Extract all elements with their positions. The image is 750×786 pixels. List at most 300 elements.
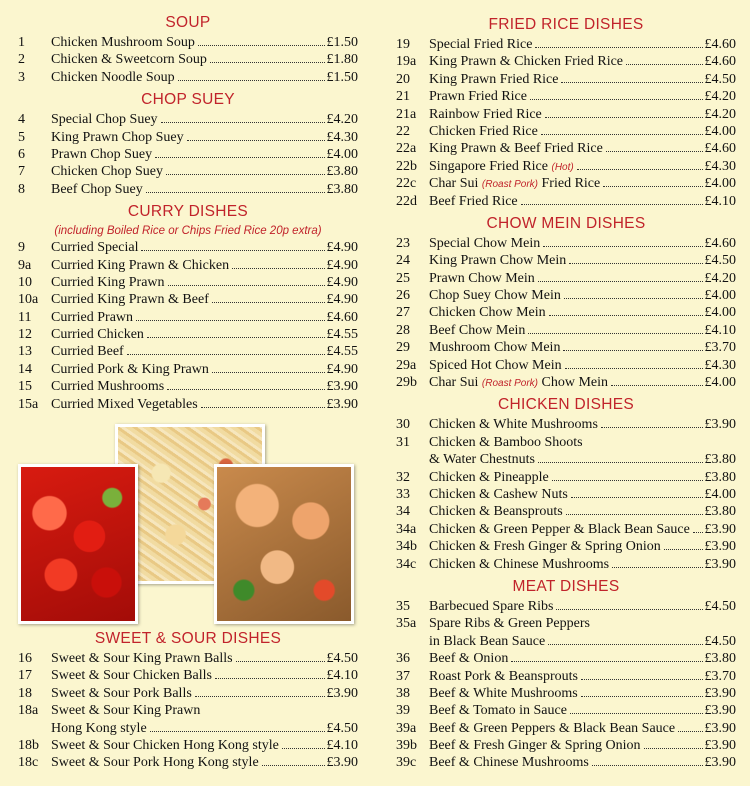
item-name-group: [429, 598, 553, 615]
menu-item: [396, 486, 736, 503]
item-name: Mushroom Chow Mein: [429, 340, 561, 356]
item-number: 1: [18, 35, 25, 50]
item-price: £4.20: [704, 89, 736, 105]
item-list: [396, 235, 736, 392]
item-name: Sweet & Sour King Prawn Balls: [51, 651, 233, 666]
dot-leader: [187, 140, 325, 141]
item-price: £4.90: [326, 240, 358, 256]
item-price: £4.20: [326, 112, 358, 128]
item-name: Rainbow Fried Rice: [429, 106, 542, 122]
item-name-group: [429, 252, 566, 269]
item-price: £4.00: [704, 486, 736, 502]
dot-leader: [612, 567, 702, 568]
item-price: £3.90: [704, 755, 736, 771]
item-number: 38: [396, 685, 410, 701]
item-name-group: [51, 309, 133, 326]
menu-item: [396, 503, 736, 520]
item-name: Curried Mixed Vegetables: [51, 396, 198, 412]
item-price: £4.10: [326, 668, 358, 684]
item-number: 13: [18, 344, 32, 360]
dot-leader: [236, 661, 325, 662]
menu-item: [18, 34, 358, 51]
item-list: [18, 34, 358, 86]
dot-leader: [565, 368, 703, 369]
section-soup: [18, 12, 358, 86]
menu-item: [18, 378, 358, 395]
menu-item: [396, 88, 736, 105]
menu-item: [18, 361, 358, 378]
item-price: £4.50: [704, 71, 736, 87]
item-name-group: [51, 239, 138, 256]
item-number: 28: [396, 322, 410, 338]
item-number: 23: [396, 235, 410, 251]
item-name: Special Chop Suey: [51, 112, 158, 128]
item-name: & Water Chestnuts: [429, 452, 535, 468]
item-name-group: [51, 396, 198, 413]
item-number: 18: [18, 685, 32, 701]
menu-item: [396, 668, 736, 685]
item-name: Chicken & Pineapple: [429, 469, 549, 485]
item-price: £4.20: [704, 270, 736, 286]
menu-item: [396, 339, 736, 356]
dot-leader: [626, 64, 702, 65]
section-note: (including Boiled Rice or Chips Fried Rice 20p extra): [54, 225, 322, 238]
item-name: Roast Pork & Beansprouts: [429, 668, 578, 684]
item-name: Chicken & Fresh Ginger & Spring Onion: [429, 539, 661, 555]
item-list: [18, 650, 358, 772]
item-name: Beef & Green Peppers & Black Bean Sauce: [429, 720, 676, 736]
menu-item: [18, 754, 358, 771]
item-name: Prawn Chow Mein: [429, 270, 535, 286]
item-name-group: [429, 702, 567, 719]
item-name-group: [429, 416, 598, 433]
dot-leader: [212, 372, 325, 373]
item-name-group: [51, 163, 163, 180]
item-tag: (Roast Pork): [481, 378, 539, 390]
item-name: Chop Suey Chow Mein: [429, 288, 561, 304]
dot-leader: [563, 350, 702, 351]
item-number: 26: [396, 288, 410, 304]
item-name: Special Chow Mein: [429, 235, 541, 251]
sweet-sour-photo: [18, 464, 138, 624]
item-name-group: [51, 257, 229, 274]
item-name: Chicken & Chinese Mushrooms: [429, 556, 610, 572]
menu-item: [396, 737, 736, 754]
item-number: 18b: [18, 737, 39, 753]
item-number: 12: [18, 327, 32, 343]
dot-leader: [530, 99, 703, 100]
item-number: 10: [18, 274, 32, 290]
menu-item: [396, 322, 736, 339]
dot-leader: [678, 731, 702, 732]
item-price: £4.00: [326, 146, 358, 162]
dot-leader: [664, 549, 703, 550]
menu-item: [396, 374, 736, 391]
item-number: 32: [396, 469, 410, 485]
item-price: £4.60: [704, 54, 736, 70]
item-number: 14: [18, 361, 32, 377]
menu-item: [396, 720, 736, 737]
item-name-group: [51, 181, 143, 198]
item-name: Prawn Fried Rice: [429, 89, 527, 105]
menu-item: [18, 291, 358, 308]
item-name-group: [51, 378, 164, 395]
item-name: Beef & Onion: [429, 651, 509, 667]
item-number: 10a: [18, 292, 39, 308]
item-price: £4.60: [326, 309, 358, 325]
item-name: Chicken & Green Pepper & Black Bean Sauce: [429, 521, 690, 537]
item-number: 34a: [396, 521, 417, 537]
item-name: Spiced Hot Chow Mein: [429, 357, 562, 373]
item-price: £3.70: [704, 340, 736, 356]
item-price: £4.00: [704, 305, 736, 321]
item-price: £3.80: [704, 504, 736, 520]
item-name-group: [429, 322, 525, 339]
item-price: £3.80: [704, 469, 736, 485]
menu-item: [396, 106, 736, 123]
left-column: [18, 12, 358, 413]
item-name-group: [429, 175, 600, 193]
section-fried-rice: [396, 14, 736, 210]
item-price: £4.10: [704, 322, 736, 338]
menu-item: [396, 702, 736, 719]
item-name-group: [429, 668, 578, 685]
item-name: Chicken Chop Suey: [51, 164, 163, 180]
dot-leader: [511, 661, 702, 662]
item-name: Chicken & Sweetcorn Soup: [51, 52, 207, 68]
dot-leader: [581, 679, 703, 680]
menu-item: [18, 309, 358, 326]
item-number: 36: [396, 651, 410, 667]
item-name: King Prawn & Chicken Fried Rice: [429, 54, 624, 70]
item-number: 21a: [396, 106, 417, 122]
item-name-group: [429, 287, 561, 304]
item-number: 4: [18, 112, 25, 128]
item-name: in Black Bean Sauce: [429, 633, 546, 649]
menu-item: [18, 69, 358, 86]
item-number: 37: [396, 668, 410, 684]
menu-item: [18, 163, 358, 180]
item-number: 6: [18, 146, 25, 162]
dot-leader: [195, 696, 325, 697]
dot-leader: [528, 333, 702, 334]
item-price: £3.90: [704, 539, 736, 555]
item-list: [18, 111, 358, 198]
item-name-group: [429, 71, 558, 88]
menu-item: [396, 633, 736, 650]
item-price: £4.50: [704, 633, 736, 649]
item-number: 24: [396, 253, 410, 269]
dot-leader: [127, 354, 325, 355]
item-name: Curried Mushrooms: [51, 379, 165, 395]
dot-leader: [198, 45, 325, 46]
item-name-group: [51, 69, 175, 86]
item-name-group: [429, 503, 563, 520]
item-number: 19: [396, 37, 410, 52]
menu-item: [396, 53, 736, 70]
item-number: 9: [18, 240, 25, 256]
dot-leader: [577, 169, 703, 170]
dot-leader: [611, 385, 702, 386]
item-number: 29a: [396, 357, 417, 373]
item-price: £4.00: [704, 123, 736, 139]
item-name: Char Sui: [429, 375, 479, 391]
dot-leader: [141, 250, 324, 251]
dot-leader: [603, 186, 702, 187]
menu-item: [18, 239, 358, 256]
item-list: [396, 36, 736, 210]
menu-item: [18, 129, 358, 146]
item-name-group: [51, 129, 184, 146]
item-number: 35: [396, 598, 410, 614]
item-price: £3.90: [704, 521, 736, 537]
item-name-group: [429, 88, 527, 105]
item-name-group: [429, 339, 560, 356]
item-number: 22b: [396, 158, 417, 174]
item-price: £4.90: [326, 274, 358, 290]
menu-item: [396, 650, 736, 667]
item-price: £3.90: [326, 685, 358, 701]
item-price: £4.90: [326, 257, 358, 273]
section-title: CHICKEN DISHES: [498, 396, 634, 414]
item-price: £3.80: [704, 452, 736, 468]
dot-leader: [571, 497, 703, 498]
item-number: 31: [396, 434, 410, 450]
left-column-bottom: [18, 628, 358, 772]
item-number: 33: [396, 486, 410, 502]
item-number: 34c: [396, 556, 417, 572]
item-list: [396, 598, 736, 772]
menu-item: [396, 754, 736, 771]
menu-item: [18, 274, 358, 291]
item-name: Beef Chop Suey: [51, 181, 143, 197]
item-name: Beef & White Mushrooms: [429, 685, 578, 701]
dot-leader: [552, 480, 703, 481]
item-name-group: [429, 357, 562, 374]
menu-item: [396, 270, 736, 287]
item-name-group: [429, 556, 609, 573]
item-price: £4.30: [326, 129, 358, 145]
dot-leader: [592, 765, 703, 766]
menu-item: [396, 451, 736, 468]
dot-leader: [570, 713, 703, 714]
item-price: £4.00: [704, 375, 736, 391]
item-list: [18, 239, 358, 413]
dot-leader: [201, 407, 325, 408]
item-name-group: [51, 274, 165, 291]
item-name-group: [429, 521, 690, 538]
item-number: 19a: [396, 54, 417, 70]
item-number: 34: [396, 504, 410, 520]
item-price: £3.80: [326, 181, 358, 197]
item-name: Curried King Prawn & Beef: [51, 292, 209, 308]
item-name-group: [429, 754, 589, 771]
item-number: 30: [396, 417, 410, 433]
item-tag: (Hot): [551, 161, 574, 173]
section-curry: [18, 201, 358, 413]
item-number: 29: [396, 340, 410, 356]
section-chop-suey: [18, 89, 358, 198]
dot-leader: [538, 462, 703, 463]
item-name: Curried Prawn: [51, 309, 134, 325]
section-title: CHOW MEIN DISHES: [486, 214, 646, 232]
item-name-group: [51, 650, 233, 667]
dot-leader: [548, 644, 702, 645]
item-number: 25: [396, 270, 410, 286]
item-name: Sweet & Sour Chicken Hong Kong style: [51, 737, 279, 753]
dot-leader: [644, 748, 703, 749]
dot-leader: [178, 80, 325, 81]
menu-item: [18, 51, 358, 68]
item-price: £4.30: [704, 357, 736, 373]
item-name-group: [429, 106, 542, 123]
section-title: SOUP: [165, 14, 211, 31]
dot-leader: [601, 427, 703, 428]
item-number: 18a: [18, 703, 39, 719]
dot-leader: [543, 246, 702, 247]
item-number: 15: [18, 379, 32, 395]
item-number: 2: [18, 52, 25, 68]
dot-leader: [136, 320, 324, 321]
menu-item: [396, 685, 736, 702]
item-name: Sweet & Sour Pork Balls: [51, 685, 192, 701]
menu-item: [396, 556, 736, 573]
dot-leader: [262, 765, 325, 766]
menu-item: [396, 615, 736, 632]
item-price: £4.55: [326, 327, 358, 343]
item-name: Curried Pork & King Prawn: [51, 361, 209, 377]
item-name: King Prawn Chop Suey: [51, 129, 184, 145]
dot-leader: [541, 134, 703, 135]
item-number: 8: [18, 181, 25, 197]
item-name: Curried Special: [51, 240, 139, 256]
item-name-group: [429, 53, 623, 70]
item-name: Sweet & Sour King Prawn: [51, 703, 201, 719]
item-price: £4.90: [326, 292, 358, 308]
item-price: £4.50: [326, 720, 358, 736]
item-name-group: [429, 158, 574, 176]
dot-leader: [606, 151, 703, 152]
dot-leader: [561, 82, 702, 83]
section-chow-mein: [396, 213, 736, 392]
item-number: 9a: [18, 257, 32, 273]
item-name-suffix: Chow Mein: [541, 375, 609, 391]
menu-item: [396, 140, 736, 157]
menu-item: [396, 304, 736, 321]
dot-leader: [693, 532, 703, 533]
menu-item: [18, 396, 358, 413]
dot-leader: [549, 315, 703, 316]
item-name-group: [51, 720, 147, 737]
item-name-group: [51, 111, 158, 128]
menu-item: [18, 146, 358, 163]
dot-leader: [146, 192, 325, 193]
item-name: Hong Kong style: [51, 720, 147, 736]
item-number: 22d: [396, 193, 417, 209]
menu-item: [18, 111, 358, 128]
item-number: 22c: [396, 176, 417, 192]
dot-leader: [168, 285, 325, 286]
section-meat: [396, 576, 736, 772]
item-list: [396, 416, 736, 573]
menu-item: [396, 71, 736, 88]
menu-item: [396, 36, 736, 53]
item-name: Chicken Mushroom Soup: [51, 35, 195, 50]
item-number: 34b: [396, 539, 417, 555]
menu-item: [18, 257, 358, 274]
item-name-group: [429, 193, 518, 210]
item-price: £3.90: [704, 685, 736, 701]
item-name-group: [51, 34, 195, 51]
section-sweet-sour: [18, 628, 358, 772]
item-number: 29b: [396, 375, 417, 391]
item-name: Curried King Prawn: [51, 274, 165, 290]
item-name-group: [429, 737, 641, 754]
item-number: 7: [18, 164, 25, 180]
item-name-group: [429, 685, 578, 702]
item-name-group: [51, 343, 124, 360]
dot-leader: [282, 748, 325, 749]
item-price: £4.50: [704, 598, 736, 614]
item-name-group: [51, 685, 192, 702]
menu-item: [396, 252, 736, 269]
dot-leader: [167, 389, 324, 390]
item-number: 11: [18, 309, 32, 325]
dot-leader: [150, 731, 325, 732]
item-price: £3.90: [326, 396, 358, 412]
item-name: Chicken & Cashew Nuts: [429, 486, 568, 502]
item-name-group: [51, 326, 144, 343]
menu-item: [18, 720, 358, 737]
item-name-group: [51, 754, 259, 771]
section-title: CHOP SUEY: [141, 91, 235, 109]
item-name-group: [429, 486, 568, 503]
item-name-group: [429, 235, 540, 252]
item-number: 27: [396, 305, 410, 321]
item-name-group: [51, 51, 207, 68]
section-title: MEAT DISHES: [512, 577, 620, 595]
item-name: Sweet & Sour Pork Hong Kong style: [51, 755, 259, 771]
item-name-group: [429, 469, 549, 486]
item-number: 5: [18, 129, 25, 145]
dot-leader: [521, 204, 703, 205]
menu-item: [396, 287, 736, 304]
menu-item: [396, 123, 736, 140]
dot-leader: [147, 337, 325, 338]
item-name: Chicken & White Mushrooms: [429, 417, 598, 433]
item-price: £3.90: [326, 755, 358, 771]
menu-item: [396, 193, 736, 210]
item-price: £1.50: [326, 69, 358, 85]
item-number: 39a: [396, 720, 417, 736]
item-name: Beef & Tomato in Sauce: [429, 703, 567, 719]
item-name: Curried King Prawn & Chicken: [51, 257, 230, 273]
menu-item: [396, 598, 736, 615]
dot-leader: [556, 609, 702, 610]
item-name: Chicken Chow Mein: [429, 305, 546, 321]
item-name: Singapore Fried Rice: [429, 158, 548, 174]
item-number: 17: [18, 668, 32, 684]
food-photos: [18, 424, 363, 624]
item-price: £3.70: [704, 668, 736, 684]
item-name-group: [51, 667, 212, 684]
item-name-group: [429, 374, 608, 392]
prawn-dish-photo: [214, 464, 354, 624]
section-title: CURRY DISHES: [127, 203, 249, 221]
item-number: 22: [396, 123, 410, 139]
item-price: £3.90: [326, 379, 358, 395]
right-column: [396, 14, 736, 772]
